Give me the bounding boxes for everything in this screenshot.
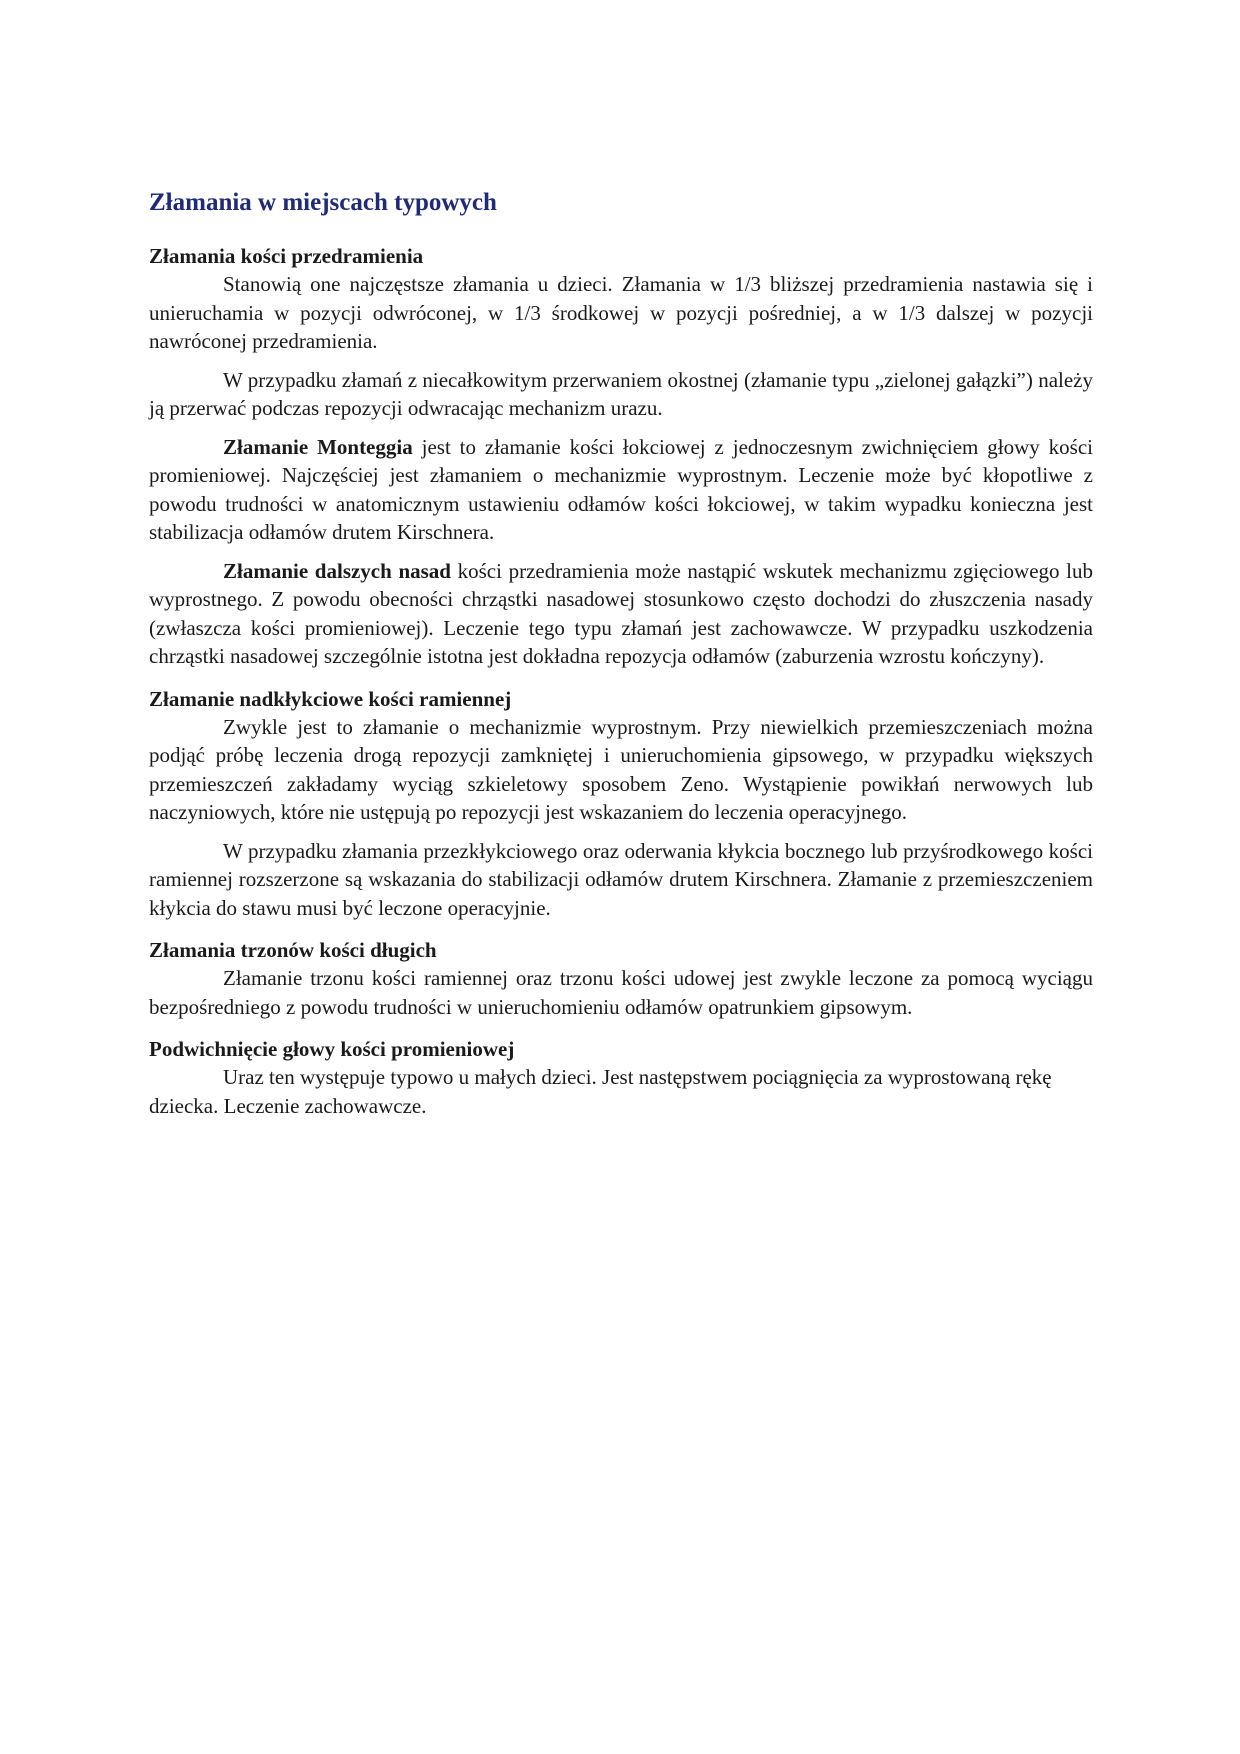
paragraph — [149, 1063, 1093, 1120]
paragraph — [149, 366, 1093, 423]
paragraph — [149, 270, 1093, 356]
paragraph-text: jest to złamanie kości łokciowej z jednoczesnym zwichnięciem głowy kości promieniowej. Najczęściej jest złamaniem o mechanizmie wyprostnym. Leczenie może być kłopotliwe z powodu trudności w anatomicznym ustawieniu odłamów kości łokciowej, w takim wypadku konieczna jest stabilizacja odłamów drutem Kirschnera. — [149, 434, 1093, 544]
section-radial-head-subluxation — [149, 1035, 1093, 1120]
section-heading: Podwichnięcie głowy kości promieniowej — [149, 1037, 515, 1061]
section-heading: Złamania trzonów kości długich — [149, 938, 437, 962]
paragraph — [149, 713, 1093, 827]
paragraph-text: Złamanie trzonu kości ramiennej oraz trzonu kości udowej jest zwykle leczone za pomocą wyciągu bezpośredniego z powodu trudności w unieruchomieniu odłamów opatrunkiem gipsowym. — [149, 966, 1093, 1019]
paragraph-bold-lead: Złamanie Monteggia — [223, 434, 413, 459]
paragraph — [149, 557, 1093, 671]
paragraph-text: kości przedramienia może nastąpić wskutek mechanizmu zgięciowego lub wyprostnego. Z powodu obecności chrząstki nasadowej stosunkowo często dochodzi do złuszczenia nasady (zwłaszcza kości promieniowej). Leczenie tego typu złamań jest zachowawcze. W przypadku uszkodzenia chrząstki nasadowej szczególnie istotna jest dokładna repozycja odłamów (zaburzenia wzrostu kończyny). — [149, 558, 1093, 668]
paragraph-text: Uraz ten występuje typowo u małych dzieci. Jest następstwem pociągnięcia za wyprostowaną rękę dziecka. Leczenie zachowawcze. — [149, 1065, 1052, 1118]
paragraph-text: W przypadku złamania przezkłykciowego oraz oderwania kłykcia bocznego lub przyśrodkowego kości ramiennej rozszerzone są wskazania do stabilizacji odłamów drutem Kirschnera. Złamanie z przemieszczeniem kłykcia do stawu musi być leczone operacyjnie. — [149, 838, 1093, 920]
section-heading: Złamanie nadkłykciowe kości ramiennej — [149, 686, 512, 711]
section-forearm-fractures — [149, 242, 1093, 671]
paragraph-text: Zwykle jest to złamanie o mechanizmie wyprostnym. Przy niewielkich przemieszczeniach można podjąć próbę leczenia drogą repozycji zamkniętej i unieruchomienia gipsowego, w przypadku większych przemieszczeń zakładamy wyciąg szkieletowy sposobem Zeno. Wystąpienie powikłań nerwowych lub naczyniowych, które nie ustępują po repozycji jest wskazaniem do leczenia operacyjnego. — [149, 714, 1093, 824]
paragraph-text: W przypadku złamań z niecałkowitym przerwaniem okostnej (złamanie typu „zielonej gałązki”) należy ją przerwać podczas repozycji odwracając mechanizm urazu. — [149, 367, 1093, 420]
section-long-bone-shaft-fractures — [149, 936, 1093, 1021]
document-title: Złamania w miejscach typowych — [149, 189, 497, 216]
paragraph — [149, 837, 1093, 923]
paragraph — [149, 964, 1093, 1021]
section-heading: Złamania kości przedramienia — [149, 244, 424, 268]
section-supracondylar-fracture — [149, 685, 1093, 923]
paragraph — [149, 433, 1093, 547]
paragraph-text: Stanowią one najczęstsze złamania u dzieci. Złamania w 1/3 bliższej przedramienia nastawia się i unieruchamia w pozycji odwróconej, w 1/3 środkowej w pozycji pośredniej, a w 1/3 dalszej w pozycji nawróconej przedramienia. — [149, 272, 1093, 353]
paragraph-bold-lead: Złamanie dalszych nasad — [223, 558, 451, 583]
document-page — [149, 186, 1093, 1134]
